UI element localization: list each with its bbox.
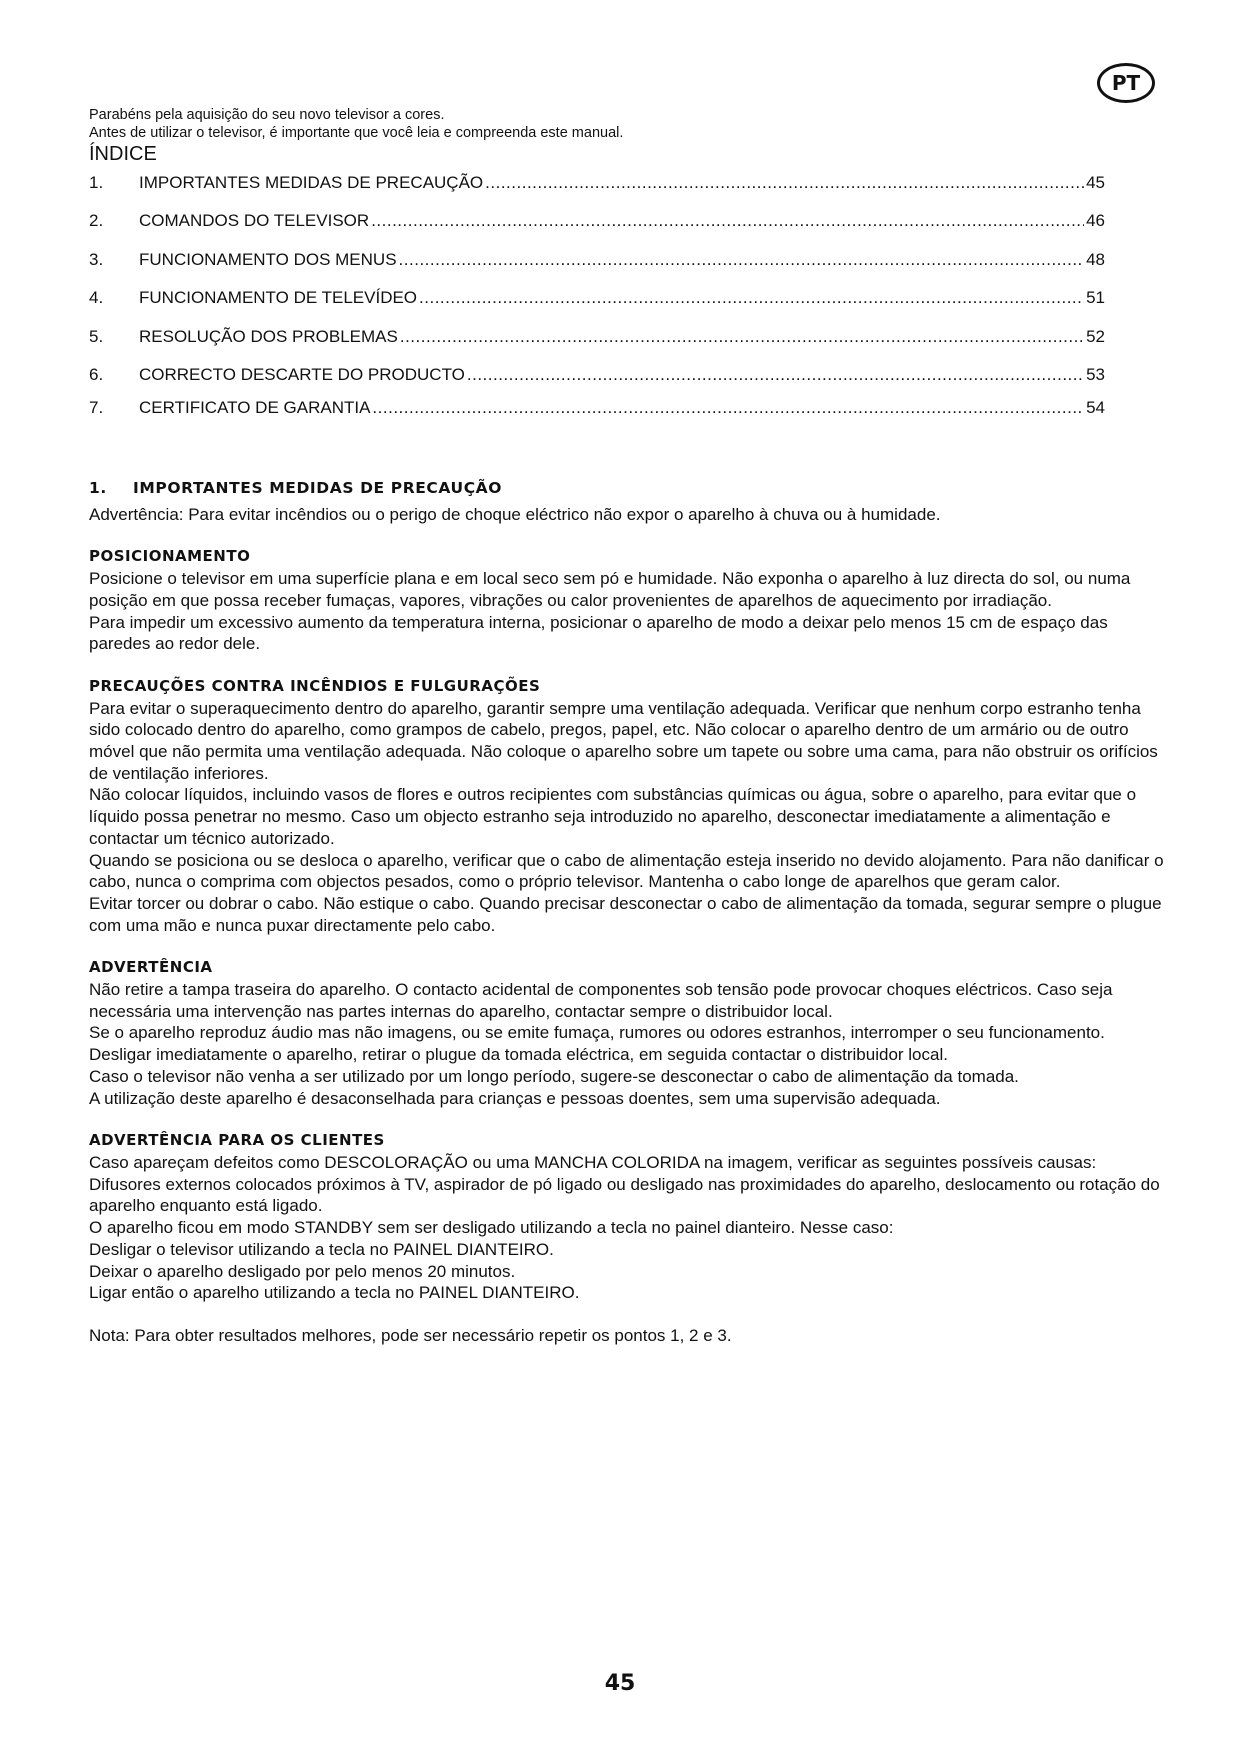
toc-leader-dots xyxy=(485,173,1084,193)
toc-leader-dots xyxy=(372,398,1084,418)
intro-line-1: Parabéns pela aquisição do seu novo televisor a cores. xyxy=(89,107,445,123)
section-1-heading xyxy=(89,478,1164,500)
spacer xyxy=(89,655,1164,676)
note: Nota: Para obter resultados melhores, pode ser necessário repetir os pontos 1, 2 e 3. xyxy=(89,1325,732,1345)
toc-leader-dots xyxy=(371,211,1084,231)
toc-item-page: 54 xyxy=(1086,398,1105,417)
language-badge: PT xyxy=(1097,63,1155,103)
spacer xyxy=(89,936,1164,957)
positioning-paragraph: Posicione o televisor em uma superfície plana e em local seco sem pó e humidade. Não exponha o aparelho à luz directa do sol, ou numa posição em que possa receber fumaças, vapores, vibrações ou calor provenientes de aparelhos de aquecimento por irradiação. xyxy=(89,569,1131,610)
toc-item[interactable] xyxy=(89,173,1105,197)
toc-item-number: 5. xyxy=(89,327,104,346)
toc-leader-dots xyxy=(467,365,1084,385)
index-title: ÍNDICE xyxy=(89,143,157,165)
toc-leader-dots xyxy=(400,327,1084,347)
toc-item-number: 4. xyxy=(89,288,104,307)
toc-item[interactable] xyxy=(89,398,1105,422)
section-1-number: 1. xyxy=(89,479,107,497)
intro xyxy=(89,106,623,142)
toc-item-number: 7. xyxy=(89,398,104,417)
fire-precautions-paragraph: Evitar torcer ou dobrar o cabo. Não estique o cabo. Quando precisar desconectar o cabo de alimentação da tomada, segurar sempre o plugue com uma mão e nunca puxar directamente pelo cabo. xyxy=(89,893,1162,935)
warning-paragraph: Não retire a tampa traseira do aparelho. O contacto acidental de componentes sob tensão pode provocar choques eléctricos. Caso seja necessária uma intervenção nas partes internas do aparelho, contactar sempre o distribuidor local. xyxy=(89,980,1113,1021)
toc-item[interactable] xyxy=(89,365,1105,389)
section-1-title: IMPORTANTES MEDIDAS DE PRECAUÇÃO xyxy=(133,479,503,497)
toc-leader-dots xyxy=(399,250,1085,270)
page-number: 45 xyxy=(604,1671,636,1696)
customer-warning-step: Desligar o televisor utilizando a tecla no PAINEL DIANTEIRO. xyxy=(89,1239,554,1259)
customer-warning-paragraph: O aparelho ficou em modo STANDBY sem ser desligado utilizando a tecla no painel dianteiro. Nesse caso: xyxy=(89,1218,894,1238)
toc-item-number: 2. xyxy=(89,211,104,230)
toc-item-page: 48 xyxy=(1086,250,1105,269)
toc-item-title: FUNCIONAMENTO DOS MENUS xyxy=(139,250,397,269)
toc-item[interactable] xyxy=(89,211,1105,235)
spacer xyxy=(89,525,1164,546)
toc-item[interactable] xyxy=(89,327,1105,351)
toc-item-title: CERTIFICATO DE GARANTIA xyxy=(139,398,371,417)
toc-item[interactable] xyxy=(89,288,1105,312)
toc-item-title: COMANDOS DO TELEVISOR xyxy=(139,211,370,230)
toc-item-page: 53 xyxy=(1086,365,1105,384)
intro-line-2: Antes de utilizar o televisor, é importante que você leia e compreenda este manual. xyxy=(89,125,624,141)
fire-precautions-paragraph: Para evitar o superaquecimento dentro do aparelho, garantir sempre uma ventilação adequada. Verificar que nenhum corpo estranho tenha sido colocado dentro do aparelho, como grampos de cabelo, pregos, papel, etc. Não colocar o aparelho dentro de um armário ou de outro móvel que não permita uma ventilação adequada. Não coloque o aparelho sobre um tapete ou sobre uma cama, para não obstruir os orifícios de ventilação inferiores. xyxy=(89,698,1158,783)
customer-warning-paragraph: Caso apareçam defeitos como DESCOLORAÇÃO ou uma MANCHA COLORIDA na imagem, verificar as seguintes possíveis causas: xyxy=(89,1152,1097,1172)
general-warning: Advertência: Para evitar incêndios ou o perigo de choque eléctrico não expor o aparelho à chuva ou à humidade. xyxy=(89,504,941,524)
spacer xyxy=(89,1109,1164,1130)
fire-precautions-heading: PRECAUÇÕES CONTRA INCÊNDIOS E FULGURAÇÕES xyxy=(89,676,541,695)
fire-precautions-paragraph: Quando se posiciona ou se desloca o aparelho, verificar que o cabo de alimentação esteja inserido no devido alojamento. Para não danificar o cabo, nunca o comprima com objectos pesados, como o próprio televisor. Mantenha o cabo longe de aparelhos que geram calor. xyxy=(89,850,1164,892)
toc-item-number: 6. xyxy=(89,365,104,384)
spacer xyxy=(89,1304,1164,1325)
positioning-heading: POSICIONAMENTO xyxy=(89,547,251,566)
toc-item-page: 52 xyxy=(1086,327,1105,346)
customer-warning-step: Deixar o aparelho desligado por pelo menos 20 minutos. xyxy=(89,1261,516,1281)
customer-warning-step: Ligar então o aparelho utilizando a tecla no PAINEL DIANTEIRO. xyxy=(89,1283,580,1303)
warning-heading: ADVERTÊNCIA xyxy=(89,958,213,977)
toc-item-title: FUNCIONAMENTO DE TELEVÍDEO xyxy=(139,288,418,307)
section-1-body xyxy=(89,478,1164,1347)
positioning-paragraph: Para impedir um excessivo aumento da temperatura interna, posicionar o aparelho de modo a deixar pelo menos 15 cm de espaço das paredes ao redor dele. xyxy=(89,612,1108,654)
toc-item-page: 45 xyxy=(1086,173,1105,192)
fire-precautions-paragraph: Não colocar líquidos, incluindo vasos de flores e outros recipientes com substâncias químicas ou água, sobre o aparelho, para evitar que o líquido possa penetrar no mesmo. Caso um objecto estranho seja introduzido no aparelho, desconectar imediatamente a alimentação e contactar um técnico autorizado. xyxy=(89,785,1137,848)
toc-leader-dots xyxy=(419,288,1084,308)
toc-item-number: 1. xyxy=(89,173,104,192)
toc-item-page: 46 xyxy=(1086,211,1105,230)
toc-item-title: CORRECTO DESCARTE DO PRODUCTO xyxy=(139,365,465,384)
warning-paragraph: A utilização deste aparelho é desaconselhada para crianças e pessoas doentes, sem uma supervisão adequada. xyxy=(89,1088,941,1108)
toc-item-title: IMPORTANTES MEDIDAS DE PRECAUÇÃO xyxy=(139,173,484,192)
toc-item[interactable] xyxy=(89,250,1105,274)
customer-warning-paragraph: Difusores externos colocados próximos à TV, aspirador de pó ligado ou desligado nas proximidades do aparelho, deslocamento ou rotação do aparelho enquanto está ligado. xyxy=(89,1174,1160,1216)
warning-paragraph: Caso o televisor não venha a ser utilizado por um longo período, sugere-se desconectar o cabo de alimentação da tomada. xyxy=(89,1066,1019,1086)
toc-item-title: RESOLUÇÃO DOS PROBLEMAS xyxy=(139,327,398,346)
customer-warning-heading: ADVERTÊNCIA PARA OS CLIENTES xyxy=(89,1131,385,1150)
toc-item-number: 3. xyxy=(89,250,104,269)
toc-item-page: 51 xyxy=(1086,288,1105,307)
warning-paragraph: Se o aparelho reproduz áudio mas não imagens, ou se emite fumaça, rumores ou odores estranhos, interromper o seu funcionamento. Desligar imediatamente o aparelho, retirar o plugue da tomada eléctrica, em seguida contactar o distribuidor local. xyxy=(89,1023,1105,1065)
